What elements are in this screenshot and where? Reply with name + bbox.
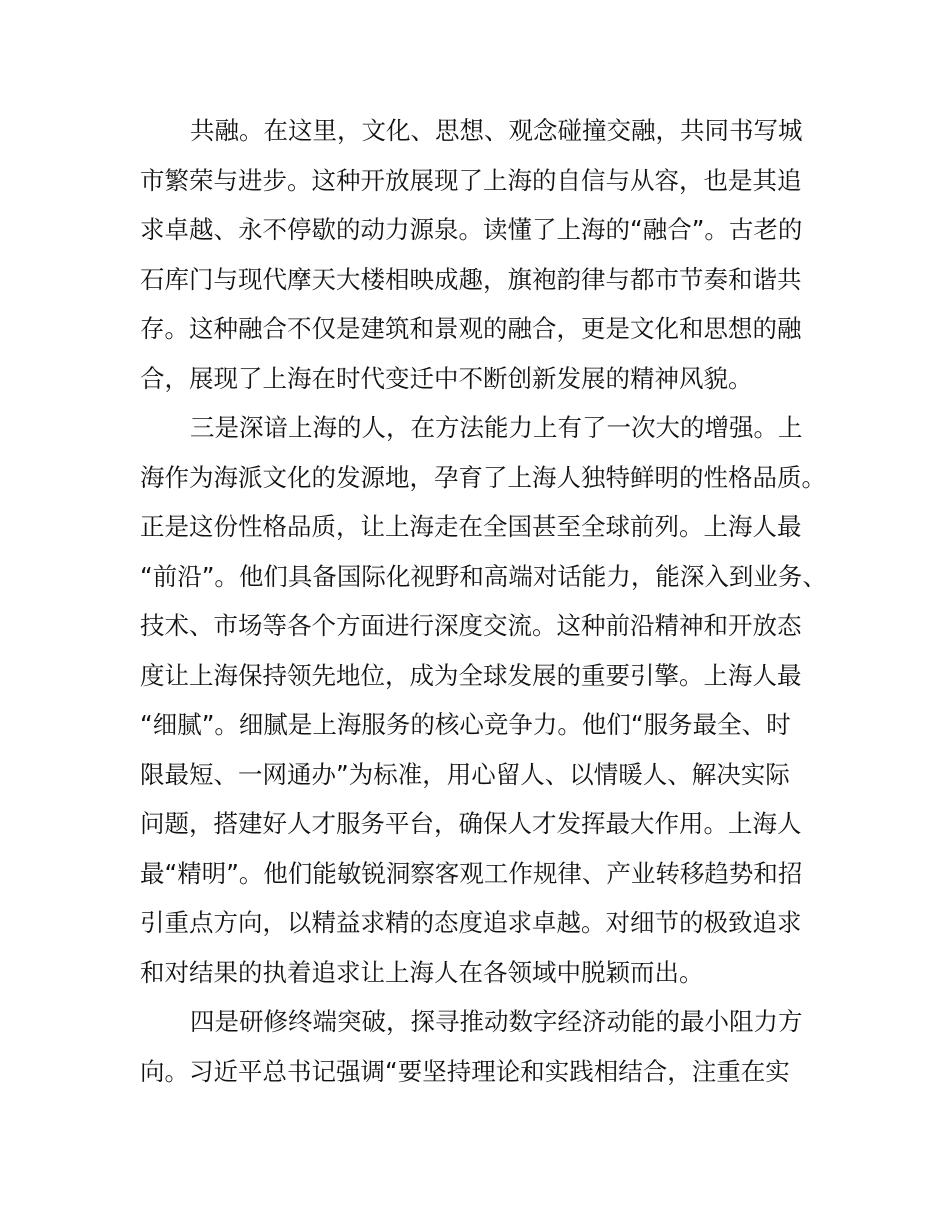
text-line: 引重点方向，以精益求精的态度追求卓越。对细节的极致追求 bbox=[140, 908, 802, 937]
text-line: 正是这份性格品质，让上海走在全国甚至全球前列。上海人最 bbox=[140, 512, 802, 541]
document-body bbox=[140, 106, 827, 1096]
text-line: 海作为海派文化的发源地，孕育了上海人独特鲜明的性格品质。 bbox=[140, 462, 826, 492]
text-line: 度让上海保持领先地位，成为全球发展的重要引擎。上海人最 bbox=[140, 660, 802, 690]
text-line: 向。习近平总书记强调“要坚持理论和实践相结合，注重在实 bbox=[140, 1056, 790, 1086]
text-line: 合，展现了上海在时代变迁中不断创新发展的精神风貌。 bbox=[140, 363, 753, 393]
text-line: 技术、市场等各个方面进行深度交流。这种前沿精神和开放态 bbox=[140, 611, 802, 640]
text-line: 共融。在这里，文化、思想、观念碰撞交融，共同书写城 bbox=[190, 116, 803, 145]
text-line: 市繁荣与进步。这种开放展现了上海的自信与从容，也是其追 bbox=[140, 165, 802, 195]
text-line: 最“精明”。他们能敏锐洞察客观工作规律、产业转移趋势和招 bbox=[140, 858, 803, 888]
text-line: 三是深谙上海的人，在方法能力上有了一次大的增强。上 bbox=[190, 413, 803, 442]
paragraph-shanghai-people bbox=[140, 403, 827, 997]
text-line: 问题，搭建好人才服务平台，确保人才发挥最大作用。上海人 bbox=[140, 809, 802, 838]
text-line: 限最短、一网通办”为标准，用心留人、以情暖人、解决实际 bbox=[140, 759, 790, 789]
paragraph-digital-economy bbox=[140, 997, 820, 1096]
text-line: 存。这种融合不仅是建筑和景观的融合，更是文化和思想的融 bbox=[140, 314, 802, 343]
text-line: “前沿”。他们具备国际化视野和高端对话能力，能深入到业务、 bbox=[140, 561, 827, 591]
text-line: “细腻”。细腻是上海服务的核心竞争力。他们“服务最全、时 bbox=[140, 710, 791, 739]
text-line: 和对结果的执着追求让上海人在各领域中脱颖而出。 bbox=[140, 957, 704, 987]
text-line: 石库门与现代摩天大楼相映成趣，旗袍韵律与都市节奏和谐共 bbox=[140, 264, 802, 294]
text-line: 四是研修终端突破，探寻推动数字经济动能的最小阻力方 bbox=[190, 1007, 803, 1036]
text-line: 求卓越、永不停歇的动力源泉。读懂了上海的“融合”。古老的 bbox=[140, 215, 803, 244]
paragraph-shanghai-fusion bbox=[140, 106, 820, 403]
